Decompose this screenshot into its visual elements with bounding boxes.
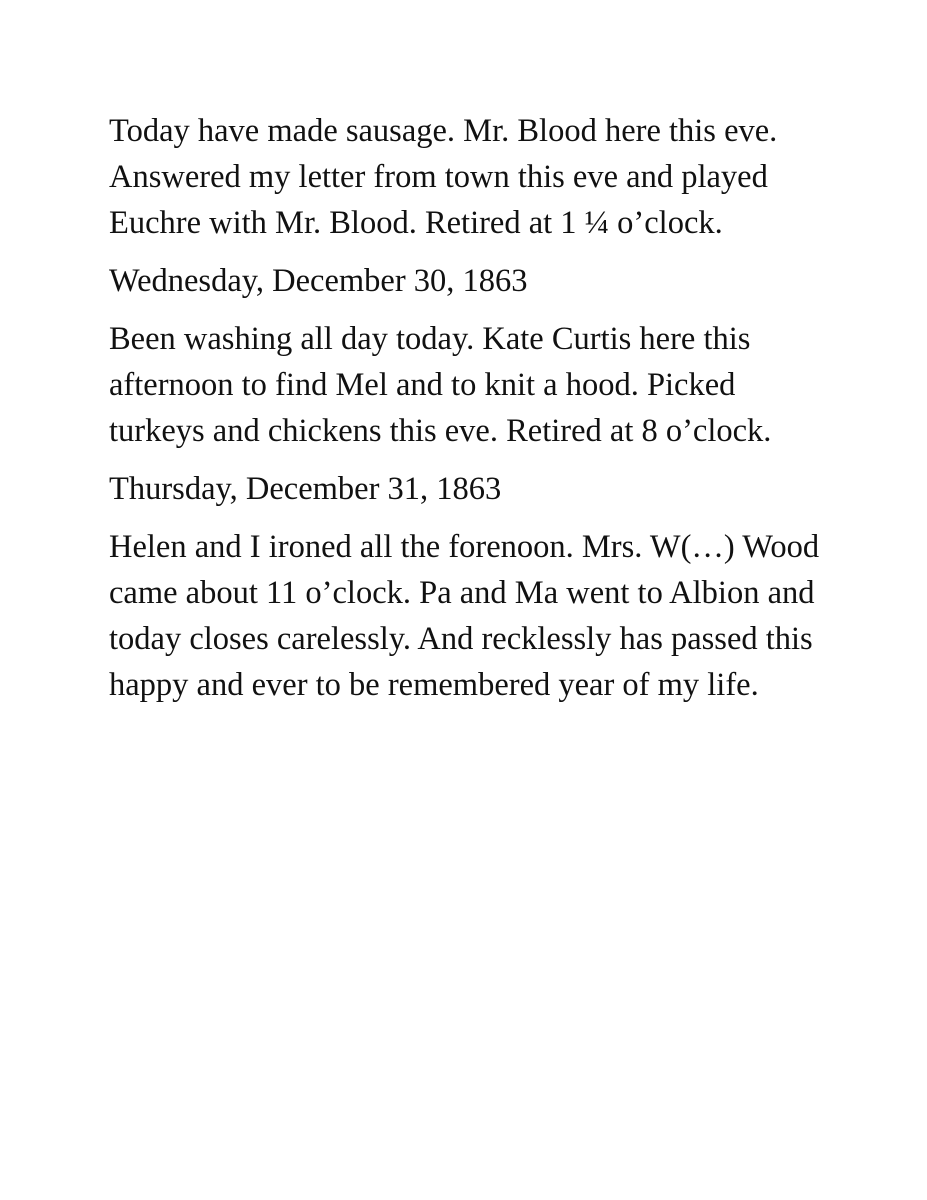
- entry-paragraph: Helen and I ironed all the forenoon. Mrs. W(…) Wood came about 11 o’clock. Pa and Ma went to Albion and today closes carelessly. And recklessly has passed this happy and ever to be remembered year of my life.: [109, 529, 820, 703]
- entry-date-heading: Wednesday, December 30, 1863: [109, 263, 528, 299]
- entry-paragraph: Today have made sausage. Mr. Blood here this eve. Answered my letter from town this eve and played Euchre with Mr. Blood. Retired at 1 ¼ o’clock.: [109, 113, 778, 241]
- diary-page: [109, 108, 829, 720]
- entry-date-heading: Thursday, December 31, 1863: [109, 471, 502, 507]
- entry-paragraph: Been washing all day today. Kate Curtis here this afternoon to find Mel and to knit a hood. Picked turkeys and chickens this eve. Retired at 8 o’clock.: [109, 321, 772, 449]
